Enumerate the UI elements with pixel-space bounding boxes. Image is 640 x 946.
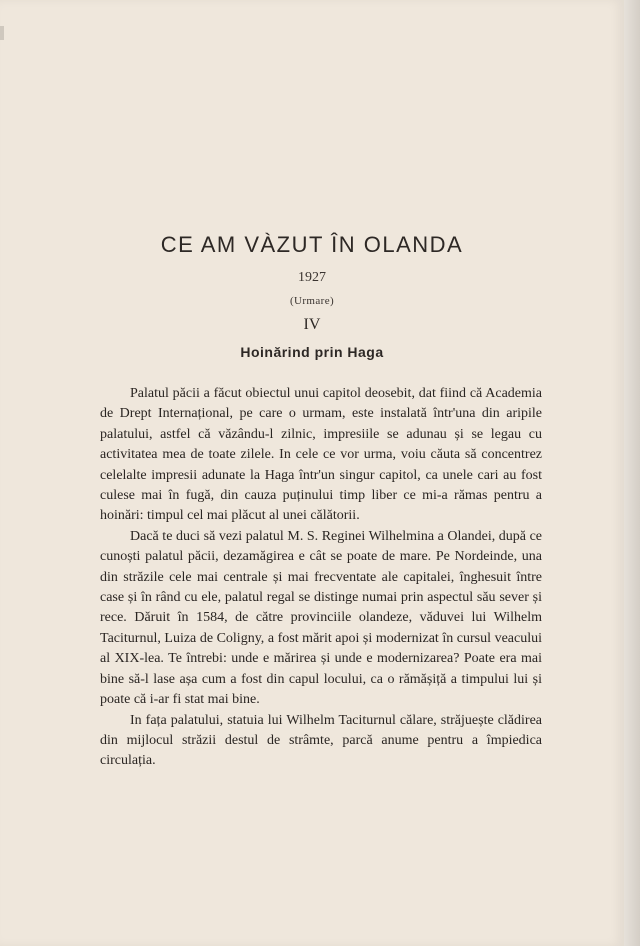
paragraph-1: Palatul păcii a făcut obiectul unui capitol deosebit, dat fiind că Academia de Drept Internațional, pe care o urmam, este instalată într'una din aripile palatului, astfel că văzându-l zilnic, impresiile se adunau și se legau cu activitatea mea de toate zilele. In cele ce vor urma, voiu căuta să concentrez celelalte impresii adunate la Haga într'un singur capitol, ca unele cari au fost culese mai în fugă, din cauza puținului timp liber ce mi-a rămas pentru a hoinări: timpul cel mai plăcut al unei călătorii. [100,386,542,524]
page-edge [624,0,640,946]
document-year: 1927 [298,270,326,285]
document-title: CE AM VÀZUT ÎN OLANDA [160,232,464,257]
paragraph-3: In fața palatului, statuia lui Wilhelm Taciturnul călare, străjuește clădirea din mijlocul străzii destul de strâmte, parcă anume pentru a împiedica circulația. [100,712,542,769]
chapter-number: IV [303,316,321,333]
chapter-subtitle: Hoinărind prin Haga [240,344,384,360]
scan-edge-mark [0,26,4,40]
paragraph-2: Dacă te duci să vezi palatul M. S. Reginei Wilhelmina a Olandei, după ce cunoști palatul păcii, dezamăgirea e cât se poate de mare. Pe Nordeinde, una din străzile cele mai centrale și mai frecventate ale capitalei, înghesuit între case și în rând cu ele, palatul regal se distinge numai prin aspectul său sever și rece. Dăruit în 1584, de către provinciile olandeze, văduvei lui Wilhelm Taciturnul, Luiza de Coligny, a fost mărit apoi și modernizat în cursul veacului al XIX-lea. Te întrebi: unde e mărirea și unde e modernizarea? Poate era mai bine să-l lase așa cum a fost din capul locului, ca o rămășiță a timpului lui și poate că i-ar fi stat mai bine. [100,528,542,708]
body-text [100,384,542,772]
continuation-note: (Urmare) [289,295,335,307]
